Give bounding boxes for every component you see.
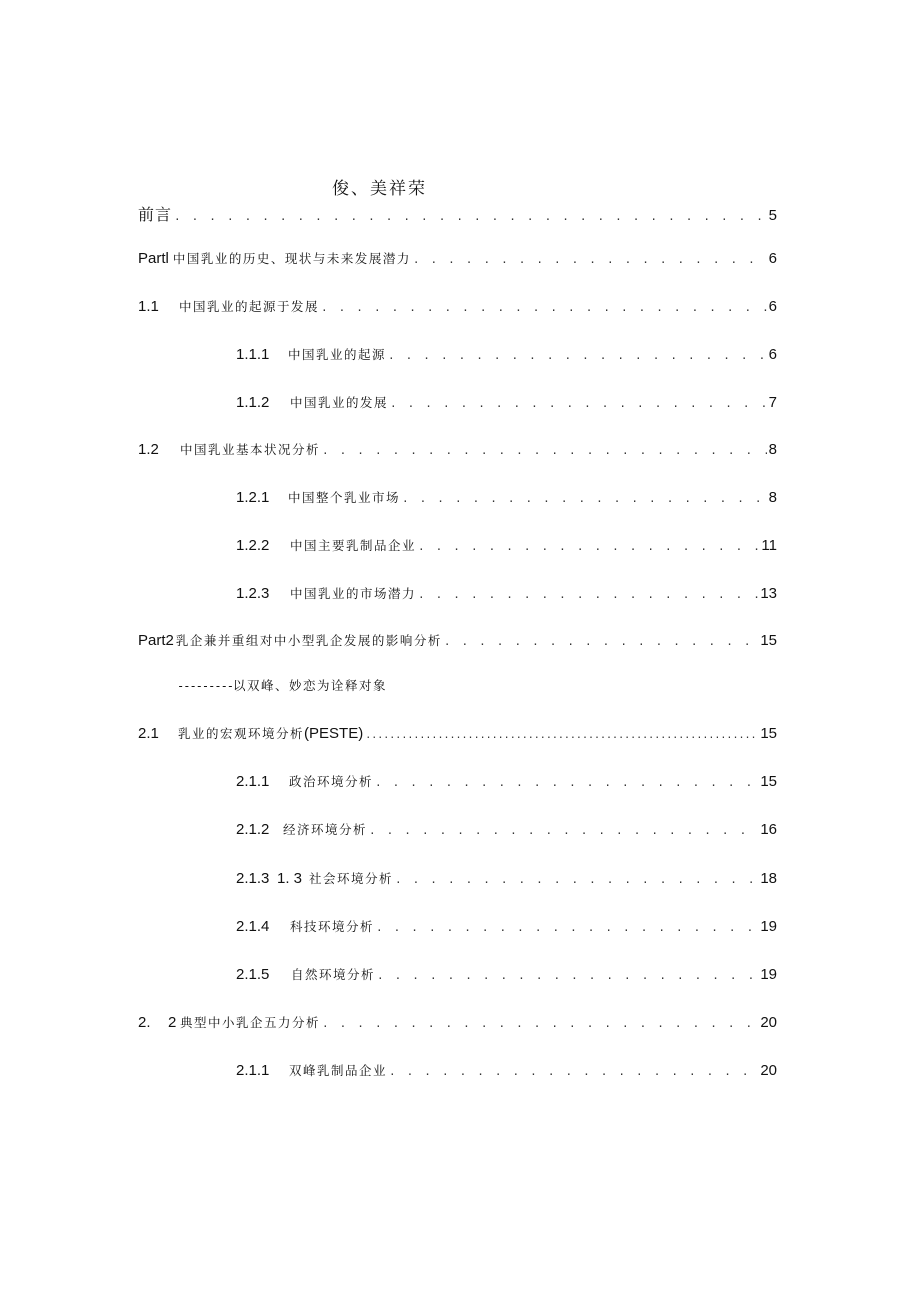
toc-page-number: 20: [760, 1014, 777, 1031]
toc-dot-leader: [418, 540, 759, 553]
toc-entry-number: Partl: [138, 250, 169, 267]
toc-dot-leader: [413, 253, 767, 266]
toc-entry-text: 中国乳业的历史、现状与未来发展潜力: [172, 251, 411, 266]
toc-page-number: 20: [760, 1062, 777, 1079]
toc-dot-leader: [390, 397, 767, 410]
toc-entry-number: 1.2.3: [236, 585, 270, 602]
toc-page-number: 19: [760, 966, 777, 983]
toc-page-number: 19: [760, 918, 777, 935]
toc-entry-number: 1.1.1: [236, 346, 270, 363]
toc-entry-2-1-4[interactable]: [236, 917, 777, 939]
toc-entry-1-1[interactable]: [138, 297, 777, 319]
toc-entry-1-1-1[interactable]: [236, 345, 777, 367]
toc-entry-text: 中国乳业基本状况分析: [180, 442, 321, 457]
toc-page-number: 16: [760, 821, 777, 838]
toc-page-number: 11: [761, 537, 777, 554]
toc-entry-number: 2.1.5: [236, 966, 270, 983]
toc-dot-leader: [402, 492, 767, 505]
toc-entry-text: 中国整个乳业市场: [288, 490, 401, 505]
toc-page-number: 6: [768, 250, 777, 267]
toc-dot-leader: [369, 824, 758, 837]
document-title: 俊、美祥荣: [332, 179, 427, 199]
toc-page-number: 7: [768, 394, 777, 411]
toc-entry-text: 科技环境分析: [290, 919, 375, 934]
toc-entry-number: 2.1: [138, 725, 159, 742]
toc-entry-text: 乳业的宏观环境分析: [178, 726, 305, 741]
toc-entry-number-secondary: 1. 3: [277, 870, 303, 887]
toc-entry-2-1[interactable]: [138, 724, 777, 746]
subtitle-dash: ---------: [177, 679, 234, 693]
toc-dot-leader: [418, 588, 758, 601]
toc-dot-leader: [375, 776, 758, 789]
toc-entry-2-1-2[interactable]: [236, 820, 777, 842]
toc-entry-number: 1.2: [138, 441, 159, 458]
toc-dot-leader: [321, 301, 767, 314]
toc-entry-part1[interactable]: [138, 249, 777, 271]
toc-entry-text: 典型中小乳企五力分析: [180, 1015, 321, 1030]
toc-page-number: 15: [760, 632, 777, 649]
toc-entry-text: 自然环境分析: [291, 967, 376, 982]
toc-entry-text-latin: (PESTE): [304, 725, 364, 742]
toc-entry-number: 1.1: [138, 298, 159, 315]
toc-dot-leader: [174, 210, 767, 223]
toc-entry-2-2[interactable]: [138, 1013, 777, 1035]
toc-page-number: 15: [760, 725, 777, 742]
toc-entry-number: 2.1.1: [236, 773, 270, 790]
toc-entry-text: 政治环境分析: [289, 774, 374, 789]
toc-dot-leader: [388, 349, 767, 362]
toc-entry-number: 2.1.4: [236, 918, 270, 935]
toc-page-number: 6: [768, 346, 777, 363]
toc-dot-leader: [395, 873, 758, 886]
toc-page-number: 13: [760, 585, 777, 602]
toc-entry-number-secondary: 2: [168, 1014, 177, 1031]
toc-entry-number: Part2: [138, 632, 174, 649]
toc-dot-leader: [377, 969, 758, 982]
toc-entry-text: 乳企兼并重组对中小型乳企发展的影响分析: [175, 633, 442, 648]
toc-entry-1-2-3[interactable]: [236, 584, 777, 606]
toc-entry-preface[interactable]: [138, 202, 777, 224]
toc-entry-number: 2.1.3: [236, 870, 270, 887]
toc-entry-text: 经济环境分析: [283, 822, 368, 837]
toc-entry-text: 前言: [138, 205, 173, 224]
toc-page-number: 8: [768, 489, 777, 506]
toc-entry-text: 社会环境分析: [309, 871, 394, 886]
toc-entry-text: 中国乳业的发展: [290, 395, 389, 410]
toc-entry-1-2[interactable]: [138, 440, 777, 462]
toc-part2-subtitle: [177, 676, 387, 694]
toc-entry-text: 中国乳业的起源于发展: [179, 299, 320, 314]
toc-entry-2-2-1[interactable]: [236, 1061, 777, 1083]
toc-entry-text: 中国乳业的市场潜力: [290, 586, 417, 601]
toc-page-number: 18: [760, 870, 777, 887]
toc-dot-leader: [389, 1065, 758, 1078]
toc-entry-1-2-2[interactable]: [236, 536, 777, 558]
toc-entry-2-1-3[interactable]: [236, 869, 777, 891]
toc-page-number: 15: [760, 773, 777, 790]
toc-entry-number: 2.1.2: [236, 821, 270, 838]
toc-page-number: 6: [768, 298, 777, 315]
toc-page-number: 5: [768, 207, 777, 224]
toc-dot-leader: [322, 444, 767, 457]
toc-page-number: 8: [768, 441, 777, 458]
toc-dot-leader: [365, 730, 758, 741]
toc-entry-number: 2.1.1: [236, 1062, 270, 1079]
toc-dot-leader: [376, 921, 758, 934]
toc-entry-part2[interactable]: [138, 631, 777, 653]
toc-entry-text: 双峰乳制品企业: [289, 1063, 388, 1078]
toc-entry-number: 1.2.1: [236, 489, 270, 506]
toc-entry-number: 1.1.2: [236, 394, 270, 411]
toc-entry-text: 中国主要乳制品企业: [290, 538, 417, 553]
toc-entry-text: 中国乳业的起源: [288, 347, 387, 362]
toc-entry-1-1-2[interactable]: [236, 393, 777, 415]
toc-entry-2-1-1[interactable]: [236, 772, 777, 794]
subtitle-text: 以双峰、妙恋为诠释对象: [233, 678, 388, 693]
toc-entry-1-2-1[interactable]: [236, 488, 777, 510]
toc-entry-2-1-5[interactable]: [236, 965, 777, 987]
toc-entry-number: 2.: [138, 1014, 151, 1031]
toc-dot-leader: [322, 1017, 758, 1030]
toc-dot-leader: [444, 635, 758, 648]
toc-entry-number: 1.2.2: [236, 537, 270, 554]
